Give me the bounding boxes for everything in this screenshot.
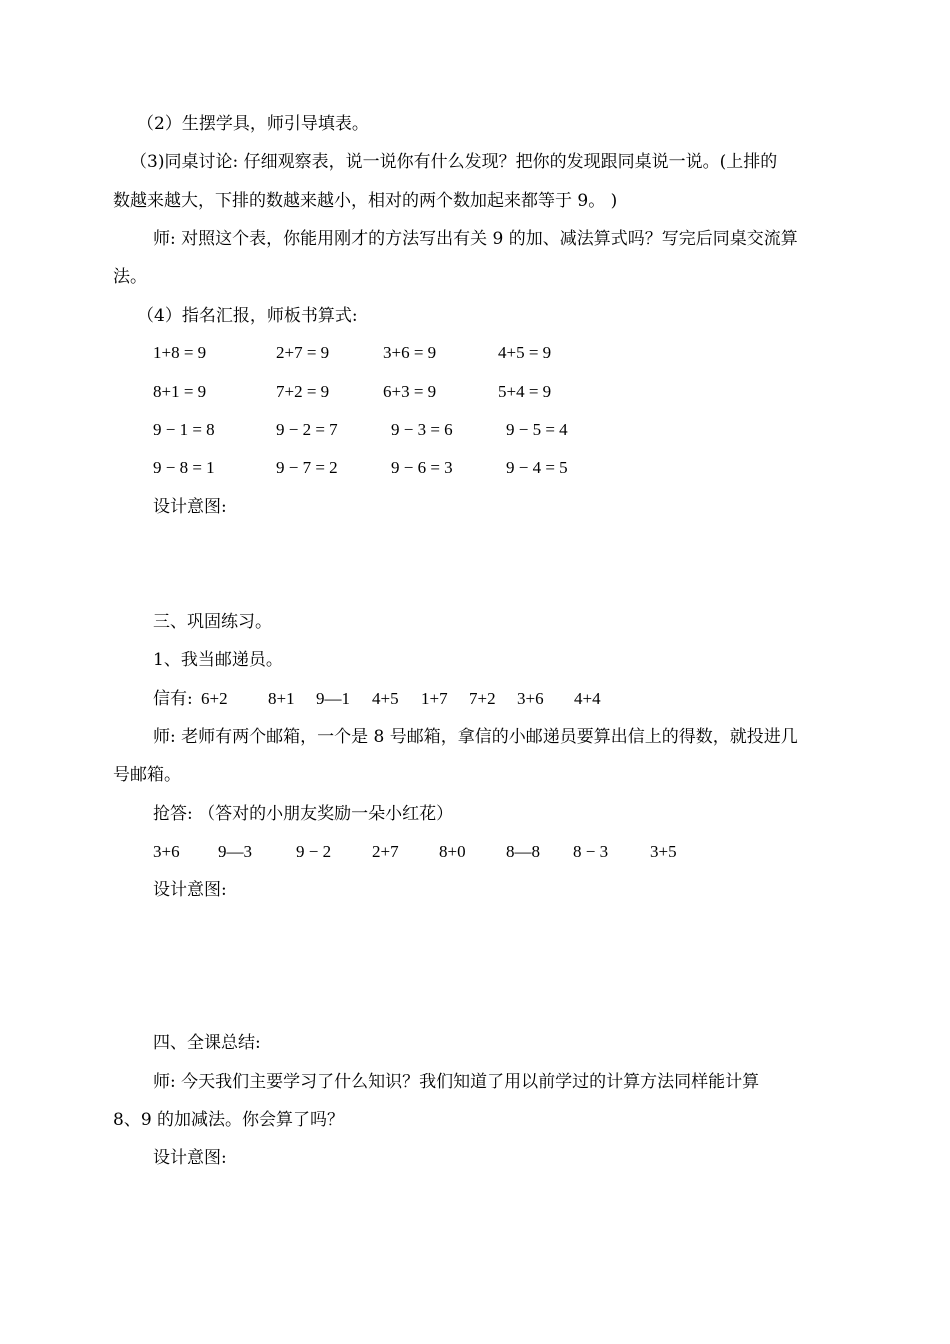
activity-title-postman: 1、我当邮递员。 — [153, 650, 283, 670]
equation: 7+2 = 9 — [276, 382, 330, 401]
teacher-prompt-3-line-2: 8、9 的加减法。你会算了吗？ — [113, 1110, 345, 1130]
equation: 9 − 7 = 2 — [276, 458, 338, 477]
teacher-prompt-3-line-1: 师: 今天我们主要学习了什么知识？我们知道了用以前学过的计算方法同样能计算 — [153, 1072, 760, 1092]
equation: 9 − 1 = 8 — [153, 420, 215, 439]
paragraph-step-4: （4）指名汇报，师板书算式: — [137, 306, 358, 326]
equation: 5+4 = 9 — [498, 382, 552, 401]
quick-expression: 8—8 — [506, 842, 540, 861]
teacher-prompt-2-line-1: 师: 老师有两个邮箱，一个是 8 号邮箱，拿信的小邮递员要算出信上的得数，就投进几 — [153, 727, 798, 747]
design-intent-label-1: 设计意图: — [153, 497, 227, 517]
equation-row — [0, 418, 950, 442]
equation: 9 − 2 = 7 — [276, 420, 338, 439]
letter-expression: 8+1 — [268, 689, 295, 708]
teacher-prompt-1-line-2: 法。 — [113, 267, 147, 287]
equation-row — [0, 341, 950, 365]
section-heading-summary: 四、全课总结: — [153, 1033, 261, 1053]
equation: 9 − 3 = 6 — [391, 420, 453, 439]
equation-row — [0, 380, 950, 404]
letter-expression: 6+2 — [201, 689, 228, 708]
equation: 8+1 = 9 — [153, 382, 207, 401]
letter-expression: 3+6 — [517, 689, 544, 708]
design-intent-label-2: 设计意图: — [153, 880, 227, 900]
equation: 9 − 4 = 5 — [506, 458, 568, 477]
quick-expression: 2+7 — [372, 842, 399, 861]
equation: 1+8 = 9 — [153, 343, 207, 362]
letter-expression: 9—1 — [316, 689, 350, 708]
teacher-prompt-2-line-2: 号邮箱。 — [113, 765, 181, 785]
letters-label: 信有: — [153, 689, 193, 709]
equation: 2+7 = 9 — [276, 343, 330, 362]
quick-expression: 9—3 — [218, 842, 252, 861]
letter-expression: 4+4 — [574, 689, 601, 708]
quick-expression: 8 − 3 — [573, 842, 609, 861]
teacher-prompt-1-line-1: 师: 对照这个表，你能用刚才的方法写出有关 9 的加、减法算式吗？写完后同桌交流算 — [153, 229, 798, 249]
paragraph-step-2: （2）生摆学具，师引导填表。 — [137, 114, 369, 134]
equation: 4+5 = 9 — [498, 343, 552, 362]
design-intent-label-3: 设计意图: — [153, 1148, 227, 1168]
quick-answer-row — [0, 840, 950, 864]
letter-expression: 1+7 — [421, 689, 448, 708]
equation: 6+3 = 9 — [383, 382, 437, 401]
quick-expression: 8+0 — [439, 842, 466, 861]
equation: 3+6 = 9 — [383, 343, 437, 362]
paragraph-step-3-line-1: （3)同桌讨论: 仔细观察表，说一说你有什么发现？把你的发现跟同桌说一说。(上排的 — [130, 152, 778, 172]
letters-row — [0, 687, 950, 711]
equation: 9 − 6 = 3 — [391, 458, 453, 477]
section-heading-practice: 三、巩固练习。 — [153, 612, 272, 632]
quick-expression: 3+5 — [650, 842, 677, 861]
paragraph-step-3-line-2: 数越来越大，下排的数越来越小，相对的两个数加起来都等于 9。 ) — [113, 191, 618, 211]
equation-row — [0, 456, 950, 480]
letter-expression: 7+2 — [469, 689, 496, 708]
quick-expression: 9 − 2 — [296, 842, 332, 861]
letter-expression: 4+5 — [372, 689, 399, 708]
quick-answer-instruction: 抢答: （答对的小朋友奖励一朵小红花） — [153, 804, 454, 824]
quick-expression: 3+6 — [153, 842, 180, 861]
equation: 9 − 8 = 1 — [153, 458, 215, 477]
equation: 9 − 5 = 4 — [506, 420, 568, 439]
